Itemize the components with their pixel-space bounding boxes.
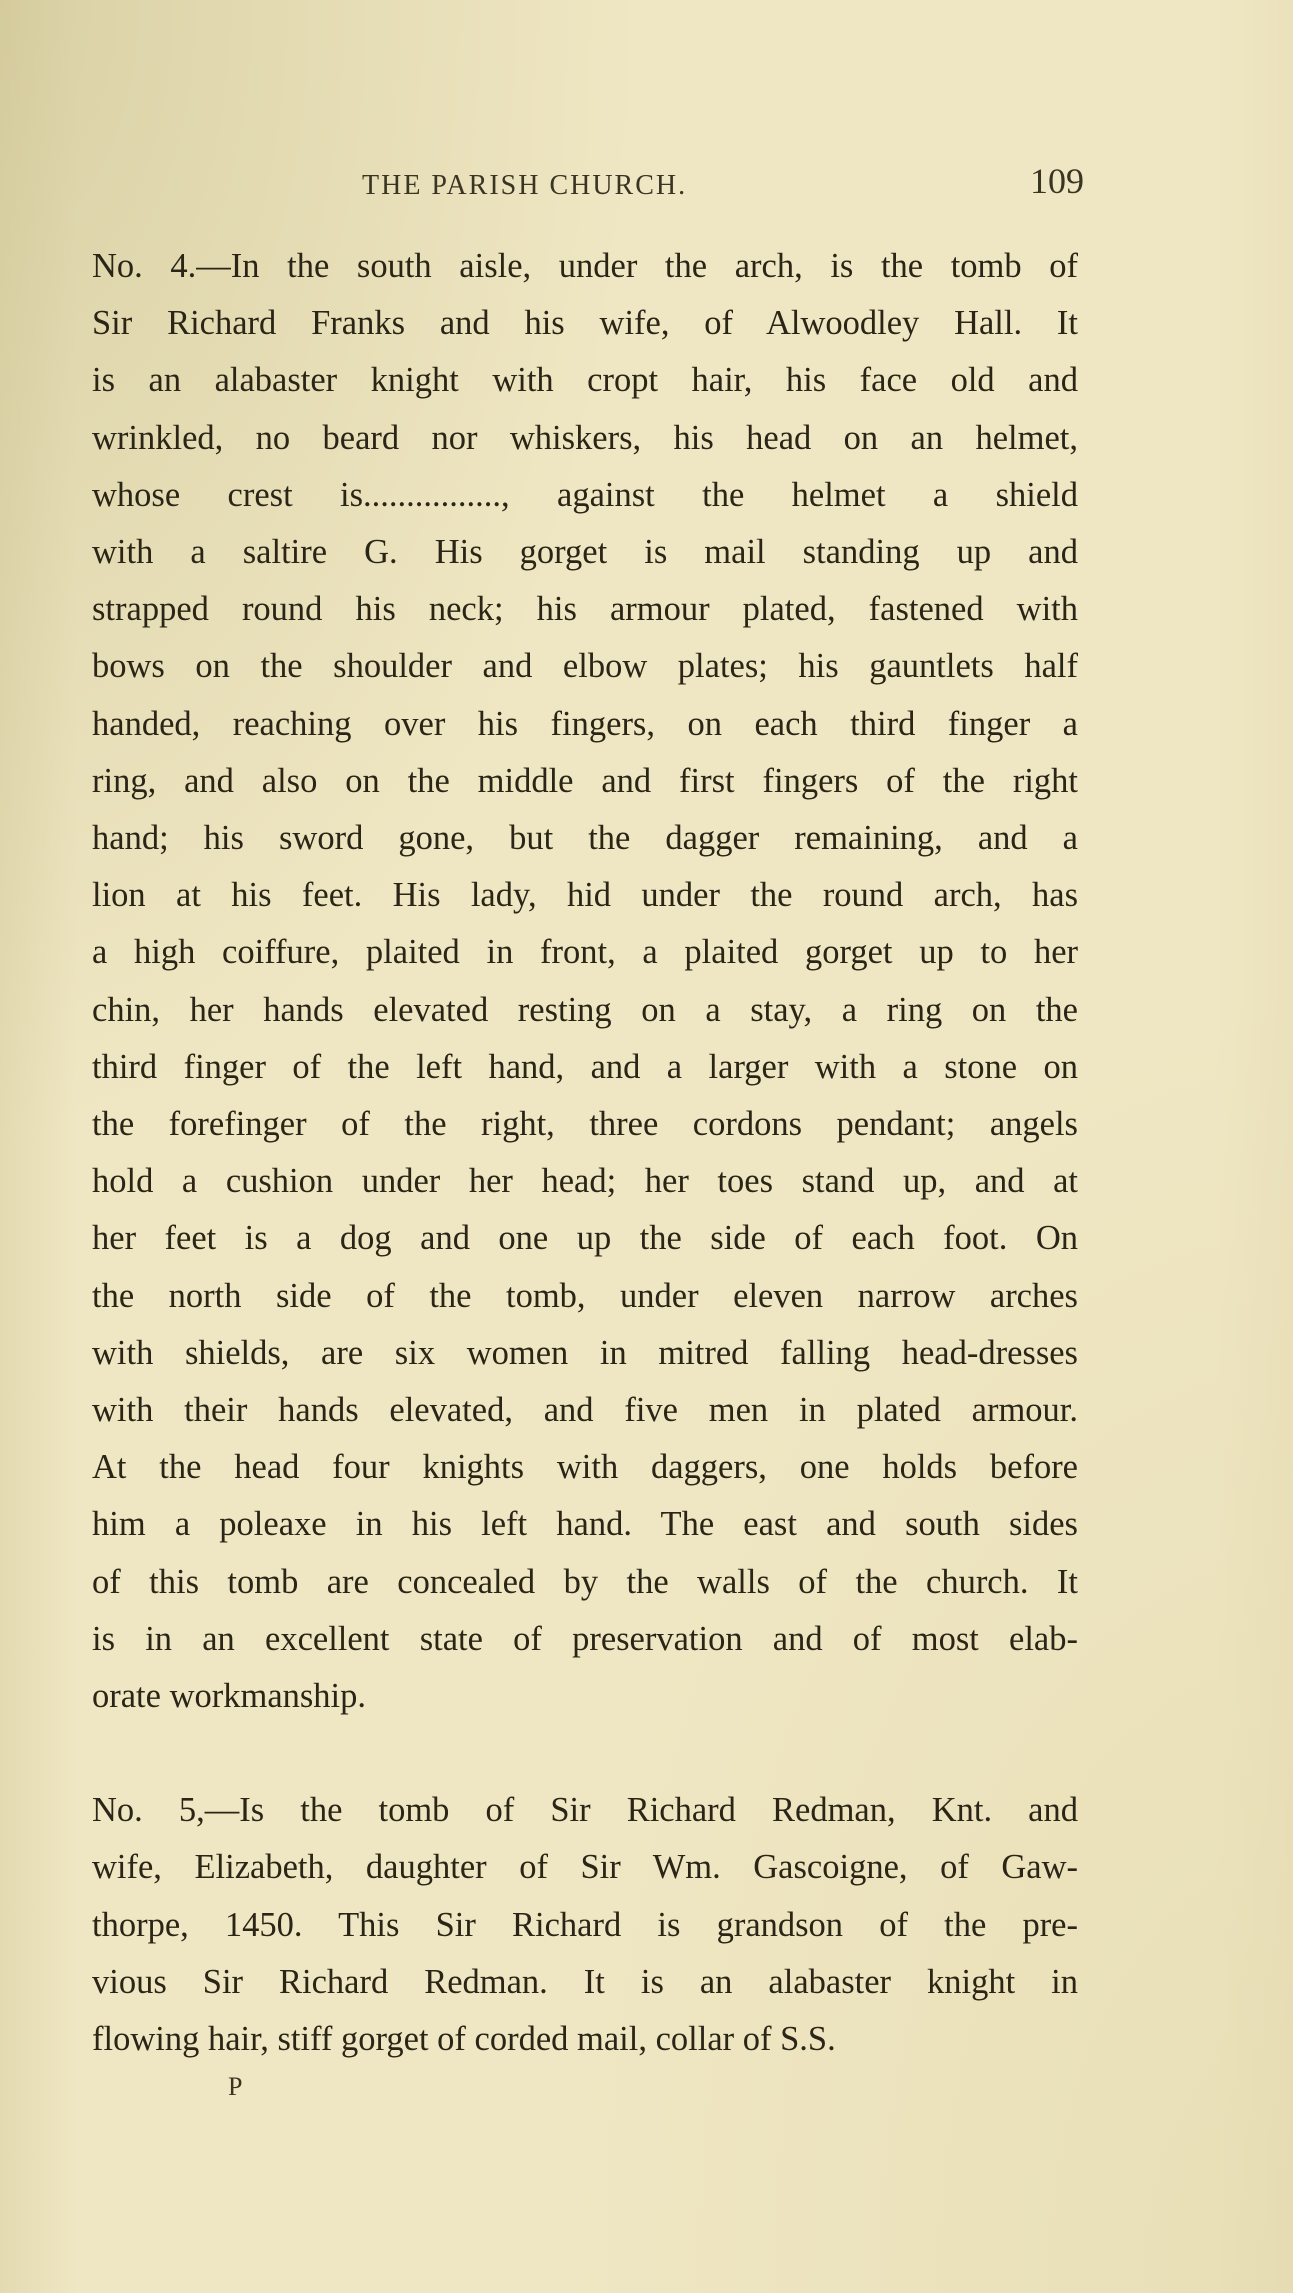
paragraph-no-4 bbox=[92, 238, 1078, 1725]
text-line: her feet is a dog and one up the side of each foot. On bbox=[92, 1219, 1078, 1258]
text-line: is an alabaster knight with cropt hair, his face old and bbox=[92, 361, 1078, 400]
text-line: No. 4.—In the south aisle, under the arch, is the tomb of bbox=[92, 247, 1078, 285]
text-line: whose crest is................, against the helmet a shield bbox=[92, 475, 1078, 514]
text-line: ring, and also on the middle and first fingers of the right bbox=[92, 761, 1078, 800]
page-number: 109 bbox=[1030, 161, 1084, 201]
text-line: lion at his feet. His lady, hid under the round arch, has bbox=[92, 876, 1078, 915]
text-line: hand; his sword gone, but the dagger remaining, and a bbox=[92, 819, 1078, 858]
text-line: chin, her hands elevated resting on a stay, a ring on the bbox=[92, 990, 1078, 1029]
text-line: bows on the shoulder and elbow plates; his gauntlets half bbox=[92, 647, 1078, 686]
text-line: hold a cushion under her head; her toes stand up, and at bbox=[92, 1162, 1078, 1201]
text-line: is in an excellent state of preservation and of most elab- bbox=[92, 1619, 1078, 1658]
running-title: THE PARISH CHURCH. bbox=[362, 170, 688, 201]
text-line: wife, Elizabeth, daughter of Sir Wm. Gascoigne, of Gaw- bbox=[92, 1848, 1078, 1887]
text-line: vious Sir Richard Redman. It is an alabaster knight in bbox=[92, 1962, 1078, 2001]
text-line: a high coiffure, plaited in front, a plaited gorget up to her bbox=[92, 933, 1078, 972]
text-line: Sir Richard Franks and his wife, of Alwoodley Hall. It bbox=[92, 304, 1078, 343]
text-line: him a poleaxe in his left hand. The east and south sides bbox=[92, 1505, 1078, 1544]
text-line: of this tomb are concealed by the walls of the church. It bbox=[92, 1562, 1078, 1601]
text-line: the north side of the tomb, under eleven narrow arches bbox=[92, 1276, 1078, 1315]
text-line: flowing hair, stiff gorget of corded mail, collar of S.S. bbox=[92, 2020, 836, 2059]
paragraph-no-5 bbox=[92, 1782, 1078, 2068]
text-line: handed, reaching over his fingers, on each third finger a bbox=[92, 704, 1078, 743]
text-line: third finger of the left hand, and a larger with a stone on bbox=[92, 1047, 1078, 1086]
text-line: the forefinger of the right, three cordons pendant; angels bbox=[92, 1105, 1078, 1144]
text-line: with a saltire G. His gorget is mail standing up and bbox=[92, 533, 1078, 572]
text-line: strapped round his neck; his armour plated, fastened with bbox=[92, 590, 1078, 629]
body-text bbox=[92, 238, 1078, 2068]
text-line: wrinkled, no beard nor whiskers, his head on an helmet, bbox=[92, 418, 1078, 457]
text-line: with their hands elevated, and five men in plated armour. bbox=[92, 1391, 1078, 1430]
text-line: thorpe, 1450. This Sir Richard is grandson of the pre- bbox=[92, 1905, 1078, 1944]
text-line: with shields, are six women in mitred falling head-dresses bbox=[92, 1333, 1078, 1372]
signature-mark: P bbox=[228, 2072, 243, 2101]
running-head bbox=[92, 160, 1084, 210]
text-line: At the head four knights with daggers, one holds before bbox=[92, 1448, 1078, 1487]
text-line: orate workmanship. bbox=[92, 1677, 367, 1716]
text-line: No. 5,—Is the tomb of Sir Richard Redman, Knt. and bbox=[92, 1791, 1078, 1830]
